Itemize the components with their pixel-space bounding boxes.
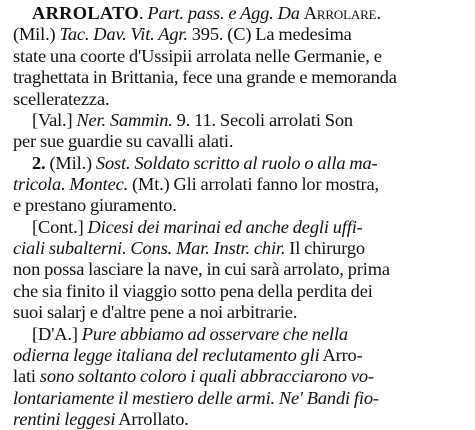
domain-tag: (Mil.) xyxy=(13,24,60,45)
entry-line-8 xyxy=(32,154,377,172)
definition-text: odierna legge italiana del reclutamento gli xyxy=(13,344,320,365)
editor-tag: [D'A.] xyxy=(32,323,82,344)
line-text: per sue guardie su cavalli alati. xyxy=(13,131,234,152)
line-text: La medesima xyxy=(251,24,352,45)
definition-text: Sost. Soldato scritto al ruolo o alla ma- xyxy=(95,152,378,173)
editor-tag: [Cont.] xyxy=(32,216,88,237)
source-tag: (C) xyxy=(227,24,252,45)
base-word: Arrolare xyxy=(303,3,377,23)
line-text: Arro- xyxy=(319,344,363,365)
line-text: lati xyxy=(13,366,36,387)
entry-line-10 xyxy=(13,196,177,214)
entry-line-6 xyxy=(32,111,353,129)
entry-line-16 xyxy=(32,325,348,343)
separator: . xyxy=(376,3,381,23)
entry-line-2 xyxy=(13,25,352,43)
line-text: non possa lasciare la nave, in cui sarà arrolato, prima xyxy=(13,259,390,280)
line-text: traghettata in Brittania, fece una grande e memoranda xyxy=(13,67,397,88)
entry-line-17 xyxy=(13,346,363,364)
entry-line-1 xyxy=(32,4,381,22)
source-citation: Ner. Sammin. xyxy=(76,109,173,130)
line-text: e prestano giuramento. xyxy=(13,195,177,216)
line-text: scelleratezza. xyxy=(13,88,110,109)
domain-tag: (Mil.) xyxy=(45,152,96,173)
entry-line-9 xyxy=(13,175,379,193)
entry-line-12 xyxy=(13,239,365,257)
entry-line-4 xyxy=(13,68,397,86)
definition-text: rentini leggesi xyxy=(13,409,116,429)
definition-text: lontariamente il mestiero delle armi. Ne' Bandi fio- xyxy=(13,387,379,408)
entry-line-11 xyxy=(32,218,363,236)
separator: . xyxy=(138,3,148,23)
line-text: Arrollato. xyxy=(115,409,189,429)
editor-tag: [Val.] xyxy=(32,109,77,130)
entry-line-18 xyxy=(13,367,374,385)
sense-number: 2. xyxy=(32,152,46,173)
entry-line-7 xyxy=(13,132,233,150)
line-text: state una coorte d'Ussipii arrolata nelle Germanie, e xyxy=(13,45,382,66)
source-citation: Tac. Dav. Vit. Agr. xyxy=(59,24,188,45)
definition-text: sono soltanto coloro i quali abbracciarono vo- xyxy=(35,366,374,387)
headword: ARROLATO xyxy=(32,3,139,23)
entry-line-20 xyxy=(13,410,189,428)
definition-text: Dicesi dei marinai ed anche degli uffi- xyxy=(87,216,363,237)
line-text: Il chirurgo xyxy=(285,238,365,259)
source-tag: (Mt.) xyxy=(128,173,170,194)
line-text: Gli arrolati fanno lor mostra, xyxy=(169,173,379,194)
line-text: 9. 11. Secoli arrolati Son xyxy=(172,109,353,130)
entry-line-19 xyxy=(13,389,379,407)
entry-line-15 xyxy=(13,303,297,321)
entry-line-5 xyxy=(13,90,109,108)
entry-line-3 xyxy=(13,47,382,65)
line-text: suoi salarj e d'altre pene a noi arbitrarie. xyxy=(13,302,298,323)
line-text: che sia finito il viaggio sotto pena della perdita dei xyxy=(13,280,373,301)
entry-line-13 xyxy=(13,260,390,278)
definition-text: tricola. Montec. xyxy=(13,173,129,194)
entry-line-14 xyxy=(13,282,373,300)
part-of-speech: Part. pass. e Agg. Da xyxy=(147,3,304,23)
definition-text: Pure abbiamo ad osservare che nella xyxy=(81,323,348,344)
definition-text: ciali subalterni. Cons. Mar. Instr. chir. xyxy=(13,238,286,259)
line-text: 395. xyxy=(187,24,228,45)
